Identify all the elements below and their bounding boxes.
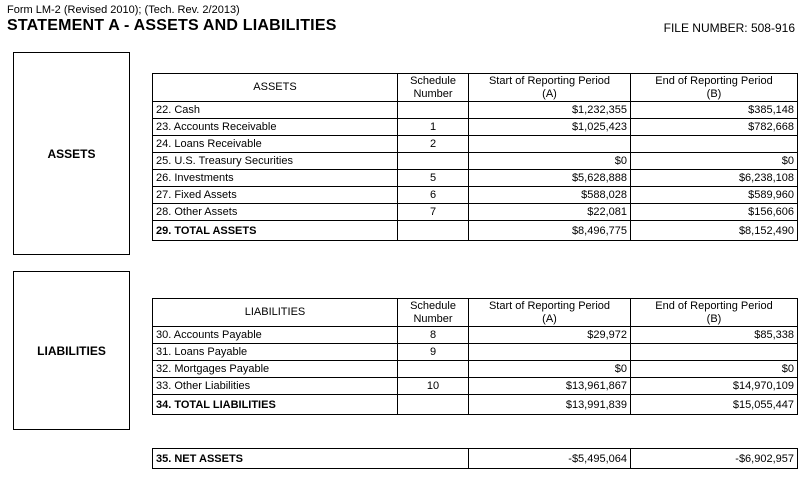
- start-value: $13,991,839: [469, 395, 631, 415]
- schedule-number: 1: [398, 119, 469, 136]
- start-value: $13,961,867: [469, 378, 631, 395]
- schedule-number: 2: [398, 136, 469, 153]
- row-label: 22. Cash: [153, 102, 398, 119]
- end-value: $8,152,490: [631, 221, 798, 241]
- schedule-number: 9: [398, 344, 469, 361]
- start-value: -$5,495,064: [469, 449, 631, 469]
- liabilities-section-label: LIABILITIES: [37, 343, 106, 358]
- schedule-number: [398, 153, 469, 170]
- end-header-line1: End of Reporting Period: [655, 299, 773, 312]
- table-row: [153, 136, 798, 153]
- start-header-line2: (A): [542, 312, 557, 325]
- table-row: [153, 170, 798, 187]
- assets-table: [152, 73, 798, 241]
- assets-section-label: ASSETS: [47, 146, 96, 161]
- row-label: 26. Investments: [153, 170, 398, 187]
- table-row: [153, 153, 798, 170]
- start-header-line1: Start of Reporting Period: [488, 299, 611, 312]
- row-label: 30. Accounts Payable: [153, 327, 398, 344]
- schedule-header-line2: Number: [413, 312, 453, 325]
- start-header-line1: Start of Reporting Period: [488, 74, 611, 87]
- table-row: [153, 327, 798, 344]
- schedule-number: [398, 102, 469, 119]
- schedule-header-line1: Schedule: [410, 74, 456, 87]
- schedule-number: 10: [398, 378, 469, 395]
- table-row: [153, 102, 798, 119]
- start-value: $8,496,775: [469, 221, 631, 241]
- page-title: STATEMENT A - ASSETS AND LIABILITIES: [7, 17, 337, 34]
- start-value: $1,025,423: [469, 119, 631, 136]
- table-row: [153, 119, 798, 136]
- start-value: $22,081: [469, 204, 631, 221]
- row-label: 25. U.S. Treasury Securities: [153, 153, 398, 170]
- column-header-assets: ASSETS: [153, 74, 398, 102]
- schedule-number: 5: [398, 170, 469, 187]
- liabilities-section-box: [13, 271, 130, 430]
- end-header-line2: (B): [706, 312, 722, 325]
- end-value: $156,606: [631, 204, 798, 221]
- table-row: [153, 204, 798, 221]
- start-value: $0: [469, 153, 631, 170]
- end-value: [631, 136, 798, 153]
- schedule-number: 6: [398, 187, 469, 204]
- start-value: $588,028: [469, 187, 631, 204]
- schedule-number: 7: [398, 204, 469, 221]
- start-header-line2: (A): [542, 87, 557, 100]
- row-label: 35. NET ASSETS: [153, 449, 469, 469]
- end-value: $15,055,447: [631, 395, 798, 415]
- row-label: 28. Other Assets: [153, 204, 398, 221]
- table-row: [153, 361, 798, 378]
- row-label: 29. TOTAL ASSETS: [153, 221, 398, 241]
- column-header-start-period: [469, 74, 631, 102]
- schedule-number: 8: [398, 327, 469, 344]
- total-liabilities-row: [153, 395, 798, 415]
- column-header-end-period: [631, 299, 798, 327]
- row-label: 27. Fixed Assets: [153, 187, 398, 204]
- file-number: FILE NUMBER: 508-916: [663, 21, 795, 35]
- end-value: $589,960: [631, 187, 798, 204]
- column-header-start-period: [469, 299, 631, 327]
- assets-section-box: [13, 52, 130, 255]
- end-value: $385,148: [631, 102, 798, 119]
- start-value: $0: [469, 361, 631, 378]
- end-value: -$6,902,957: [631, 449, 798, 469]
- table-row: [153, 378, 798, 395]
- net-assets-table: [152, 448, 798, 469]
- end-value: $85,338: [631, 327, 798, 344]
- start-value: [469, 136, 631, 153]
- row-label: 32. Mortgages Payable: [153, 361, 398, 378]
- liabilities-table: [152, 298, 798, 415]
- row-label: 31. Loans Payable: [153, 344, 398, 361]
- end-header-line2: (B): [706, 87, 722, 100]
- start-value: $1,232,355: [469, 102, 631, 119]
- column-header-schedule-number: [398, 74, 469, 102]
- row-label: 34. TOTAL LIABILITIES: [153, 395, 398, 415]
- start-value: $5,628,888: [469, 170, 631, 187]
- end-value: $782,668: [631, 119, 798, 136]
- column-header-end-period: [631, 74, 798, 102]
- schedule-number: [398, 221, 469, 241]
- end-value: [631, 344, 798, 361]
- row-label: 33. Other Liabilities: [153, 378, 398, 395]
- form-revision-line: Form LM-2 (Revised 2010); (Tech. Rev. 2/2013): [7, 4, 240, 16]
- schedule-header-line2: Number: [413, 87, 453, 100]
- end-value: $14,970,109: [631, 378, 798, 395]
- column-header-schedule-number: [398, 299, 469, 327]
- table-row: [153, 187, 798, 204]
- end-value: $6,238,108: [631, 170, 798, 187]
- net-assets-row: [153, 449, 798, 469]
- row-label: 23. Accounts Receivable: [153, 119, 398, 136]
- schedule-number: [398, 361, 469, 378]
- end-value: $0: [631, 361, 798, 378]
- table-row: [153, 344, 798, 361]
- end-header-line1: End of Reporting Period: [655, 74, 773, 87]
- assets-header-row: [153, 74, 798, 102]
- schedule-header-line1: Schedule: [410, 299, 456, 312]
- start-value: [469, 344, 631, 361]
- liabilities-header-row: [153, 299, 798, 327]
- end-value: $0: [631, 153, 798, 170]
- row-label: 24. Loans Receivable: [153, 136, 398, 153]
- total-assets-row: [153, 221, 798, 241]
- start-value: $29,972: [469, 327, 631, 344]
- column-header-liabilities: LIABILITIES: [153, 299, 398, 327]
- schedule-number: [398, 395, 469, 415]
